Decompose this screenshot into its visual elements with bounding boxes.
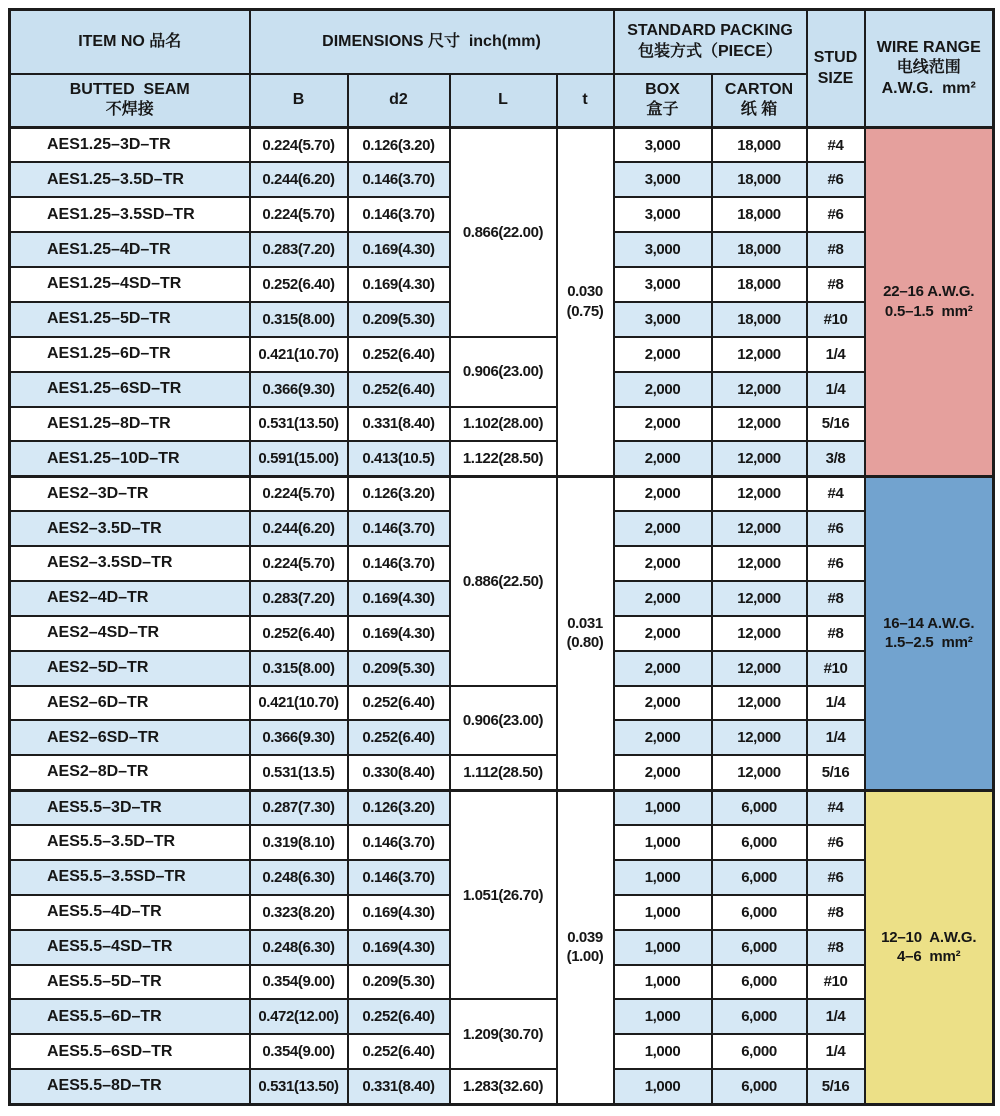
carton-qty-cell: 18,000 bbox=[712, 162, 807, 197]
header-stud-line1: STUD bbox=[813, 49, 858, 67]
dimension-d2-cell: 0.209(5.30) bbox=[348, 965, 450, 1000]
item-no-cell: AES1.25–4SD–TR bbox=[10, 267, 250, 302]
item-no-cell: AES1.25–4D–TR bbox=[10, 232, 250, 267]
stud-size-cell: #6 bbox=[807, 860, 865, 895]
header-col-b: B bbox=[250, 74, 348, 128]
box-qty-cell: 1,000 bbox=[614, 930, 712, 965]
dimension-d2-cell: 0.252(6.40) bbox=[348, 337, 450, 372]
carton-qty-cell: 18,000 bbox=[712, 232, 807, 267]
carton-qty-cell: 18,000 bbox=[712, 197, 807, 232]
box-qty-cell: 2,000 bbox=[614, 407, 712, 442]
header-col-d2: d2 bbox=[348, 74, 450, 128]
table-row bbox=[10, 337, 994, 372]
dimension-d2-cell: 0.252(6.40) bbox=[348, 720, 450, 755]
stud-size-cell: 1/4 bbox=[807, 720, 865, 755]
item-no-cell: AES1.25–5D–TR bbox=[10, 302, 250, 337]
box-qty-cell: 1,000 bbox=[614, 1034, 712, 1069]
table-row bbox=[10, 476, 994, 511]
dimension-d2-cell: 0.146(3.70) bbox=[348, 825, 450, 860]
text-line: 0.031 bbox=[567, 614, 603, 632]
box-qty-cell: 2,000 bbox=[614, 616, 712, 651]
stud-size-cell: 1/4 bbox=[807, 372, 865, 407]
dimension-b-cell: 0.224(5.70) bbox=[250, 546, 348, 581]
text-line: 0.039 bbox=[567, 928, 603, 946]
text-line: 1.5–2.5 mm² bbox=[884, 634, 973, 652]
dimension-b-cell: 0.531(13.50) bbox=[250, 1069, 348, 1104]
item-no-cell: AES5.5–8D–TR bbox=[10, 1069, 250, 1104]
text-line: 12–10 A.W.G. bbox=[881, 928, 977, 946]
dimension-d2-cell: 0.252(6.40) bbox=[348, 372, 450, 407]
dimension-b-cell: 0.354(9.00) bbox=[250, 965, 348, 1000]
dimension-b-cell: 0.244(6.20) bbox=[250, 162, 348, 197]
dimension-l-cell: 1.122(28.50) bbox=[450, 441, 557, 476]
item-no-cell: AES2–4D–TR bbox=[10, 581, 250, 616]
header-wire-line1: WIRE RANGE bbox=[876, 38, 981, 56]
stud-size-cell: #8 bbox=[807, 581, 865, 616]
dimension-t-cell bbox=[557, 790, 614, 1104]
header-wire-line3: A.W.G. mm² bbox=[881, 79, 976, 97]
dimension-l-cell: 1.051(26.70) bbox=[450, 790, 557, 999]
box-qty-cell: 1,000 bbox=[614, 825, 712, 860]
carton-qty-cell: 6,000 bbox=[712, 825, 807, 860]
item-no-cell: AES1.25–10D–TR bbox=[10, 441, 250, 476]
item-no-cell: AES1.25–8D–TR bbox=[10, 407, 250, 442]
stud-size-cell: #10 bbox=[807, 302, 865, 337]
header-butted-seam-line2: 不焊接 bbox=[105, 101, 154, 119]
dimension-d2-cell: 0.126(3.20) bbox=[348, 128, 450, 163]
text-line: (1.00) bbox=[566, 948, 604, 966]
dimension-b-cell: 0.315(8.00) bbox=[250, 302, 348, 337]
header-butted-seam bbox=[10, 74, 250, 128]
stud-size-cell: #10 bbox=[807, 651, 865, 686]
dimension-t-cell bbox=[557, 476, 614, 790]
dimension-b-cell: 0.283(7.20) bbox=[250, 581, 348, 616]
item-no-cell: AES2–3D–TR bbox=[10, 476, 250, 511]
table-body bbox=[10, 128, 994, 1105]
dimension-b-cell: 0.224(5.70) bbox=[250, 197, 348, 232]
wire-range-cell bbox=[865, 790, 994, 1104]
dimension-b-cell: 0.252(6.40) bbox=[250, 267, 348, 302]
dimension-b-cell: 0.472(12.00) bbox=[250, 999, 348, 1034]
text-line: 0.5–1.5 mm² bbox=[884, 302, 973, 320]
dimension-l-cell: 1.209(30.70) bbox=[450, 999, 557, 1069]
box-qty-cell: 3,000 bbox=[614, 197, 712, 232]
dimension-d2-cell: 0.146(3.70) bbox=[348, 197, 450, 232]
dimension-d2-cell: 0.209(5.30) bbox=[348, 302, 450, 337]
dimension-t-cell bbox=[557, 128, 614, 477]
stud-size-cell: #6 bbox=[807, 825, 865, 860]
dimension-d2-cell: 0.169(4.30) bbox=[348, 232, 450, 267]
dimension-d2-cell: 0.126(3.20) bbox=[348, 790, 450, 825]
carton-qty-cell: 6,000 bbox=[712, 1034, 807, 1069]
dimension-b-cell: 0.366(9.30) bbox=[250, 372, 348, 407]
carton-qty-cell: 6,000 bbox=[712, 895, 807, 930]
dimension-b-cell: 0.248(6.30) bbox=[250, 930, 348, 965]
dimension-d2-cell: 0.126(3.20) bbox=[348, 476, 450, 511]
table-row bbox=[10, 686, 994, 721]
box-qty-cell: 3,000 bbox=[614, 302, 712, 337]
text-line: (0.75) bbox=[566, 302, 604, 320]
stud-size-cell: #8 bbox=[807, 232, 865, 267]
stud-size-cell: #6 bbox=[807, 511, 865, 546]
spec-table bbox=[8, 8, 995, 1106]
dimension-b-cell: 0.319(8.10) bbox=[250, 825, 348, 860]
carton-qty-cell: 12,000 bbox=[712, 372, 807, 407]
table-row bbox=[10, 999, 994, 1034]
text-line: 16–14 A.W.G. bbox=[883, 614, 975, 632]
stud-size-cell: #6 bbox=[807, 546, 865, 581]
dimension-b-cell: 0.287(7.30) bbox=[250, 790, 348, 825]
box-qty-cell: 2,000 bbox=[614, 651, 712, 686]
dimension-d2-cell: 0.146(3.70) bbox=[348, 546, 450, 581]
stud-size-cell: 1/4 bbox=[807, 1034, 865, 1069]
header-butted-seam-line1: BUTTED SEAM bbox=[69, 80, 190, 98]
dimension-d2-cell: 0.146(3.70) bbox=[348, 162, 450, 197]
dimension-d2-cell: 0.169(4.30) bbox=[348, 930, 450, 965]
dimension-l-cell: 1.283(32.60) bbox=[450, 1069, 557, 1104]
dimension-b-cell: 0.224(5.70) bbox=[250, 128, 348, 163]
box-qty-cell: 1,000 bbox=[614, 790, 712, 825]
carton-qty-cell: 12,000 bbox=[712, 476, 807, 511]
dimension-b-cell: 0.248(6.30) bbox=[250, 860, 348, 895]
header-box bbox=[614, 74, 712, 128]
box-qty-cell: 3,000 bbox=[614, 267, 712, 302]
dimension-b-cell: 0.354(9.00) bbox=[250, 1034, 348, 1069]
item-no-cell: AES2–5D–TR bbox=[10, 651, 250, 686]
item-no-cell: AES5.5–4SD–TR bbox=[10, 930, 250, 965]
dimension-b-cell: 0.531(13.5) bbox=[250, 755, 348, 790]
dimension-d2-cell: 0.209(5.30) bbox=[348, 651, 450, 686]
text-line: 0.030 bbox=[567, 283, 603, 301]
carton-qty-cell: 12,000 bbox=[712, 651, 807, 686]
dimension-d2-cell: 0.252(6.40) bbox=[348, 1034, 450, 1069]
dimension-d2-cell: 0.252(6.40) bbox=[348, 999, 450, 1034]
box-qty-cell: 2,000 bbox=[614, 511, 712, 546]
table-header bbox=[10, 10, 994, 128]
header-carton bbox=[712, 74, 807, 128]
carton-qty-cell: 12,000 bbox=[712, 616, 807, 651]
stud-size-cell: #8 bbox=[807, 616, 865, 651]
dimension-b-cell: 0.315(8.00) bbox=[250, 651, 348, 686]
item-no-cell: AES2–3.5D–TR bbox=[10, 511, 250, 546]
table-row bbox=[10, 407, 994, 442]
stud-size-cell: #8 bbox=[807, 895, 865, 930]
carton-qty-cell: 12,000 bbox=[712, 407, 807, 442]
carton-qty-cell: 12,000 bbox=[712, 720, 807, 755]
dimension-l-cell: 0.866(22.00) bbox=[450, 128, 557, 337]
box-qty-cell: 2,000 bbox=[614, 546, 712, 581]
dimension-d2-cell: 0.330(8.40) bbox=[348, 755, 450, 790]
header-wire-line2: 电线范围 bbox=[896, 59, 961, 77]
carton-qty-cell: 18,000 bbox=[712, 302, 807, 337]
header-box-line1: BOX bbox=[645, 80, 680, 98]
box-qty-cell: 2,000 bbox=[614, 581, 712, 616]
dimension-d2-cell: 0.169(4.30) bbox=[348, 895, 450, 930]
header-wire-range bbox=[865, 10, 994, 128]
item-no-cell: AES1.25–3.5D–TR bbox=[10, 162, 250, 197]
box-qty-cell: 1,000 bbox=[614, 860, 712, 895]
stud-size-cell: 5/16 bbox=[807, 1069, 865, 1104]
dimension-b-cell: 0.531(13.50) bbox=[250, 407, 348, 442]
box-qty-cell: 2,000 bbox=[614, 755, 712, 790]
stud-size-cell: 1/4 bbox=[807, 337, 865, 372]
item-no-cell: AES2–3.5SD–TR bbox=[10, 546, 250, 581]
box-qty-cell: 2,000 bbox=[614, 720, 712, 755]
table-row bbox=[10, 755, 994, 790]
item-no-cell: AES1.25–6SD–TR bbox=[10, 372, 250, 407]
dimension-d2-cell: 0.331(8.40) bbox=[348, 407, 450, 442]
carton-qty-cell: 6,000 bbox=[712, 1069, 807, 1104]
dimension-l-cell: 1.102(28.00) bbox=[450, 407, 557, 442]
header-col-l: L bbox=[450, 74, 557, 128]
stud-size-cell: 5/16 bbox=[807, 755, 865, 790]
stud-size-cell: #10 bbox=[807, 965, 865, 1000]
dimension-d2-cell: 0.169(4.30) bbox=[348, 581, 450, 616]
wire-range-cell bbox=[865, 128, 994, 477]
header-packing-line2: 包装方式（PIECE） bbox=[637, 42, 783, 60]
item-no-cell: AES5.5–3.5SD–TR bbox=[10, 860, 250, 895]
carton-qty-cell: 12,000 bbox=[712, 546, 807, 581]
item-no-cell: AES2–6SD–TR bbox=[10, 720, 250, 755]
header-packing-line1: STANDARD PACKING bbox=[627, 22, 793, 40]
wire-range-cell bbox=[865, 476, 994, 790]
dimension-b-cell: 0.323(8.20) bbox=[250, 895, 348, 930]
box-qty-cell: 1,000 bbox=[614, 895, 712, 930]
carton-qty-cell: 12,000 bbox=[712, 511, 807, 546]
box-qty-cell: 2,000 bbox=[614, 476, 712, 511]
dimension-b-cell: 0.252(6.40) bbox=[250, 616, 348, 651]
text-line: 22–16 A.W.G. bbox=[883, 283, 975, 301]
box-qty-cell: 1,000 bbox=[614, 999, 712, 1034]
dimension-d2-cell: 0.252(6.40) bbox=[348, 686, 450, 721]
header-dimensions-label: DIMENSIONS 尺寸 inch(mm) bbox=[322, 32, 541, 50]
item-no-cell: AES1.25–6D–TR bbox=[10, 337, 250, 372]
box-qty-cell: 1,000 bbox=[614, 1069, 712, 1104]
stud-size-cell: #8 bbox=[807, 930, 865, 965]
header-standard-packing bbox=[614, 10, 807, 74]
dimension-b-cell: 0.591(15.00) bbox=[250, 441, 348, 476]
table-row bbox=[10, 790, 994, 825]
item-no-cell: AES2–8D–TR bbox=[10, 755, 250, 790]
dimension-b-cell: 0.224(5.70) bbox=[250, 476, 348, 511]
item-no-cell: AES2–4SD–TR bbox=[10, 616, 250, 651]
item-no-cell: AES5.5–6D–TR bbox=[10, 999, 250, 1034]
header-dimensions bbox=[250, 10, 614, 74]
dimension-d2-cell: 0.331(8.40) bbox=[348, 1069, 450, 1104]
dimension-d2-cell: 0.169(4.30) bbox=[348, 267, 450, 302]
header-carton-line2: 纸 箱 bbox=[740, 101, 778, 119]
stud-size-cell: #8 bbox=[807, 267, 865, 302]
dimension-b-cell: 0.244(6.20) bbox=[250, 511, 348, 546]
item-no-cell: AES5.5–3D–TR bbox=[10, 790, 250, 825]
carton-qty-cell: 12,000 bbox=[712, 581, 807, 616]
header-box-line2: 盒子 bbox=[646, 101, 679, 119]
header-stud-size bbox=[807, 10, 865, 128]
dimension-l-cell: 1.112(28.50) bbox=[450, 755, 557, 790]
stud-size-cell: #4 bbox=[807, 128, 865, 163]
header-stud-line2: SIZE bbox=[817, 69, 854, 87]
stud-size-cell: 1/4 bbox=[807, 999, 865, 1034]
text-line: (0.80) bbox=[566, 634, 604, 652]
stud-size-cell: 1/4 bbox=[807, 686, 865, 721]
stud-size-cell: #6 bbox=[807, 197, 865, 232]
carton-qty-cell: 6,000 bbox=[712, 930, 807, 965]
carton-qty-cell: 6,000 bbox=[712, 999, 807, 1034]
carton-qty-cell: 18,000 bbox=[712, 267, 807, 302]
item-no-cell: AES5.5–6SD–TR bbox=[10, 1034, 250, 1069]
carton-qty-cell: 18,000 bbox=[712, 128, 807, 163]
header-col-t: t bbox=[557, 74, 614, 128]
box-qty-cell: 3,000 bbox=[614, 128, 712, 163]
stud-size-cell: 3/8 bbox=[807, 441, 865, 476]
header-item-no bbox=[10, 10, 250, 74]
dimension-d2-cell: 0.169(4.30) bbox=[348, 616, 450, 651]
carton-qty-cell: 12,000 bbox=[712, 755, 807, 790]
item-no-cell: AES5.5–3.5D–TR bbox=[10, 825, 250, 860]
table-row bbox=[10, 1069, 994, 1104]
dimension-b-cell: 0.366(9.30) bbox=[250, 720, 348, 755]
dimension-l-cell: 0.906(23.00) bbox=[450, 337, 557, 407]
carton-qty-cell: 6,000 bbox=[712, 965, 807, 1000]
dimension-b-cell: 0.421(10.70) bbox=[250, 337, 348, 372]
table-row bbox=[10, 128, 994, 163]
dimension-d2-cell: 0.413(10.5) bbox=[348, 441, 450, 476]
header-carton-line1: CARTON bbox=[724, 80, 794, 98]
dimension-l-cell: 0.906(23.00) bbox=[450, 686, 557, 756]
box-qty-cell: 2,000 bbox=[614, 337, 712, 372]
carton-qty-cell: 12,000 bbox=[712, 441, 807, 476]
dimension-d2-cell: 0.146(3.70) bbox=[348, 860, 450, 895]
stud-size-cell: #4 bbox=[807, 476, 865, 511]
item-no-cell: AES5.5–4D–TR bbox=[10, 895, 250, 930]
stud-size-cell: #6 bbox=[807, 162, 865, 197]
text-line: 4–6 mm² bbox=[897, 948, 961, 966]
item-no-cell: AES2–6D–TR bbox=[10, 686, 250, 721]
box-qty-cell: 3,000 bbox=[614, 232, 712, 267]
table-row bbox=[10, 441, 994, 476]
box-qty-cell: 3,000 bbox=[614, 162, 712, 197]
dimension-d2-cell: 0.146(3.70) bbox=[348, 511, 450, 546]
carton-qty-cell: 6,000 bbox=[712, 860, 807, 895]
box-qty-cell: 2,000 bbox=[614, 441, 712, 476]
carton-qty-cell: 6,000 bbox=[712, 790, 807, 825]
dimension-b-cell: 0.283(7.20) bbox=[250, 232, 348, 267]
item-no-cell: AES1.25–3D–TR bbox=[10, 128, 250, 163]
box-qty-cell: 2,000 bbox=[614, 372, 712, 407]
carton-qty-cell: 12,000 bbox=[712, 686, 807, 721]
stud-size-cell: 5/16 bbox=[807, 407, 865, 442]
box-qty-cell: 1,000 bbox=[614, 965, 712, 1000]
dimension-l-cell: 0.886(22.50) bbox=[450, 476, 557, 685]
dimension-b-cell: 0.421(10.70) bbox=[250, 686, 348, 721]
box-qty-cell: 2,000 bbox=[614, 686, 712, 721]
item-no-cell: AES5.5–5D–TR bbox=[10, 965, 250, 1000]
stud-size-cell: #4 bbox=[807, 790, 865, 825]
header-item-no-label: ITEM NO 品名 bbox=[78, 32, 182, 50]
item-no-cell: AES1.25–3.5SD–TR bbox=[10, 197, 250, 232]
carton-qty-cell: 12,000 bbox=[712, 337, 807, 372]
